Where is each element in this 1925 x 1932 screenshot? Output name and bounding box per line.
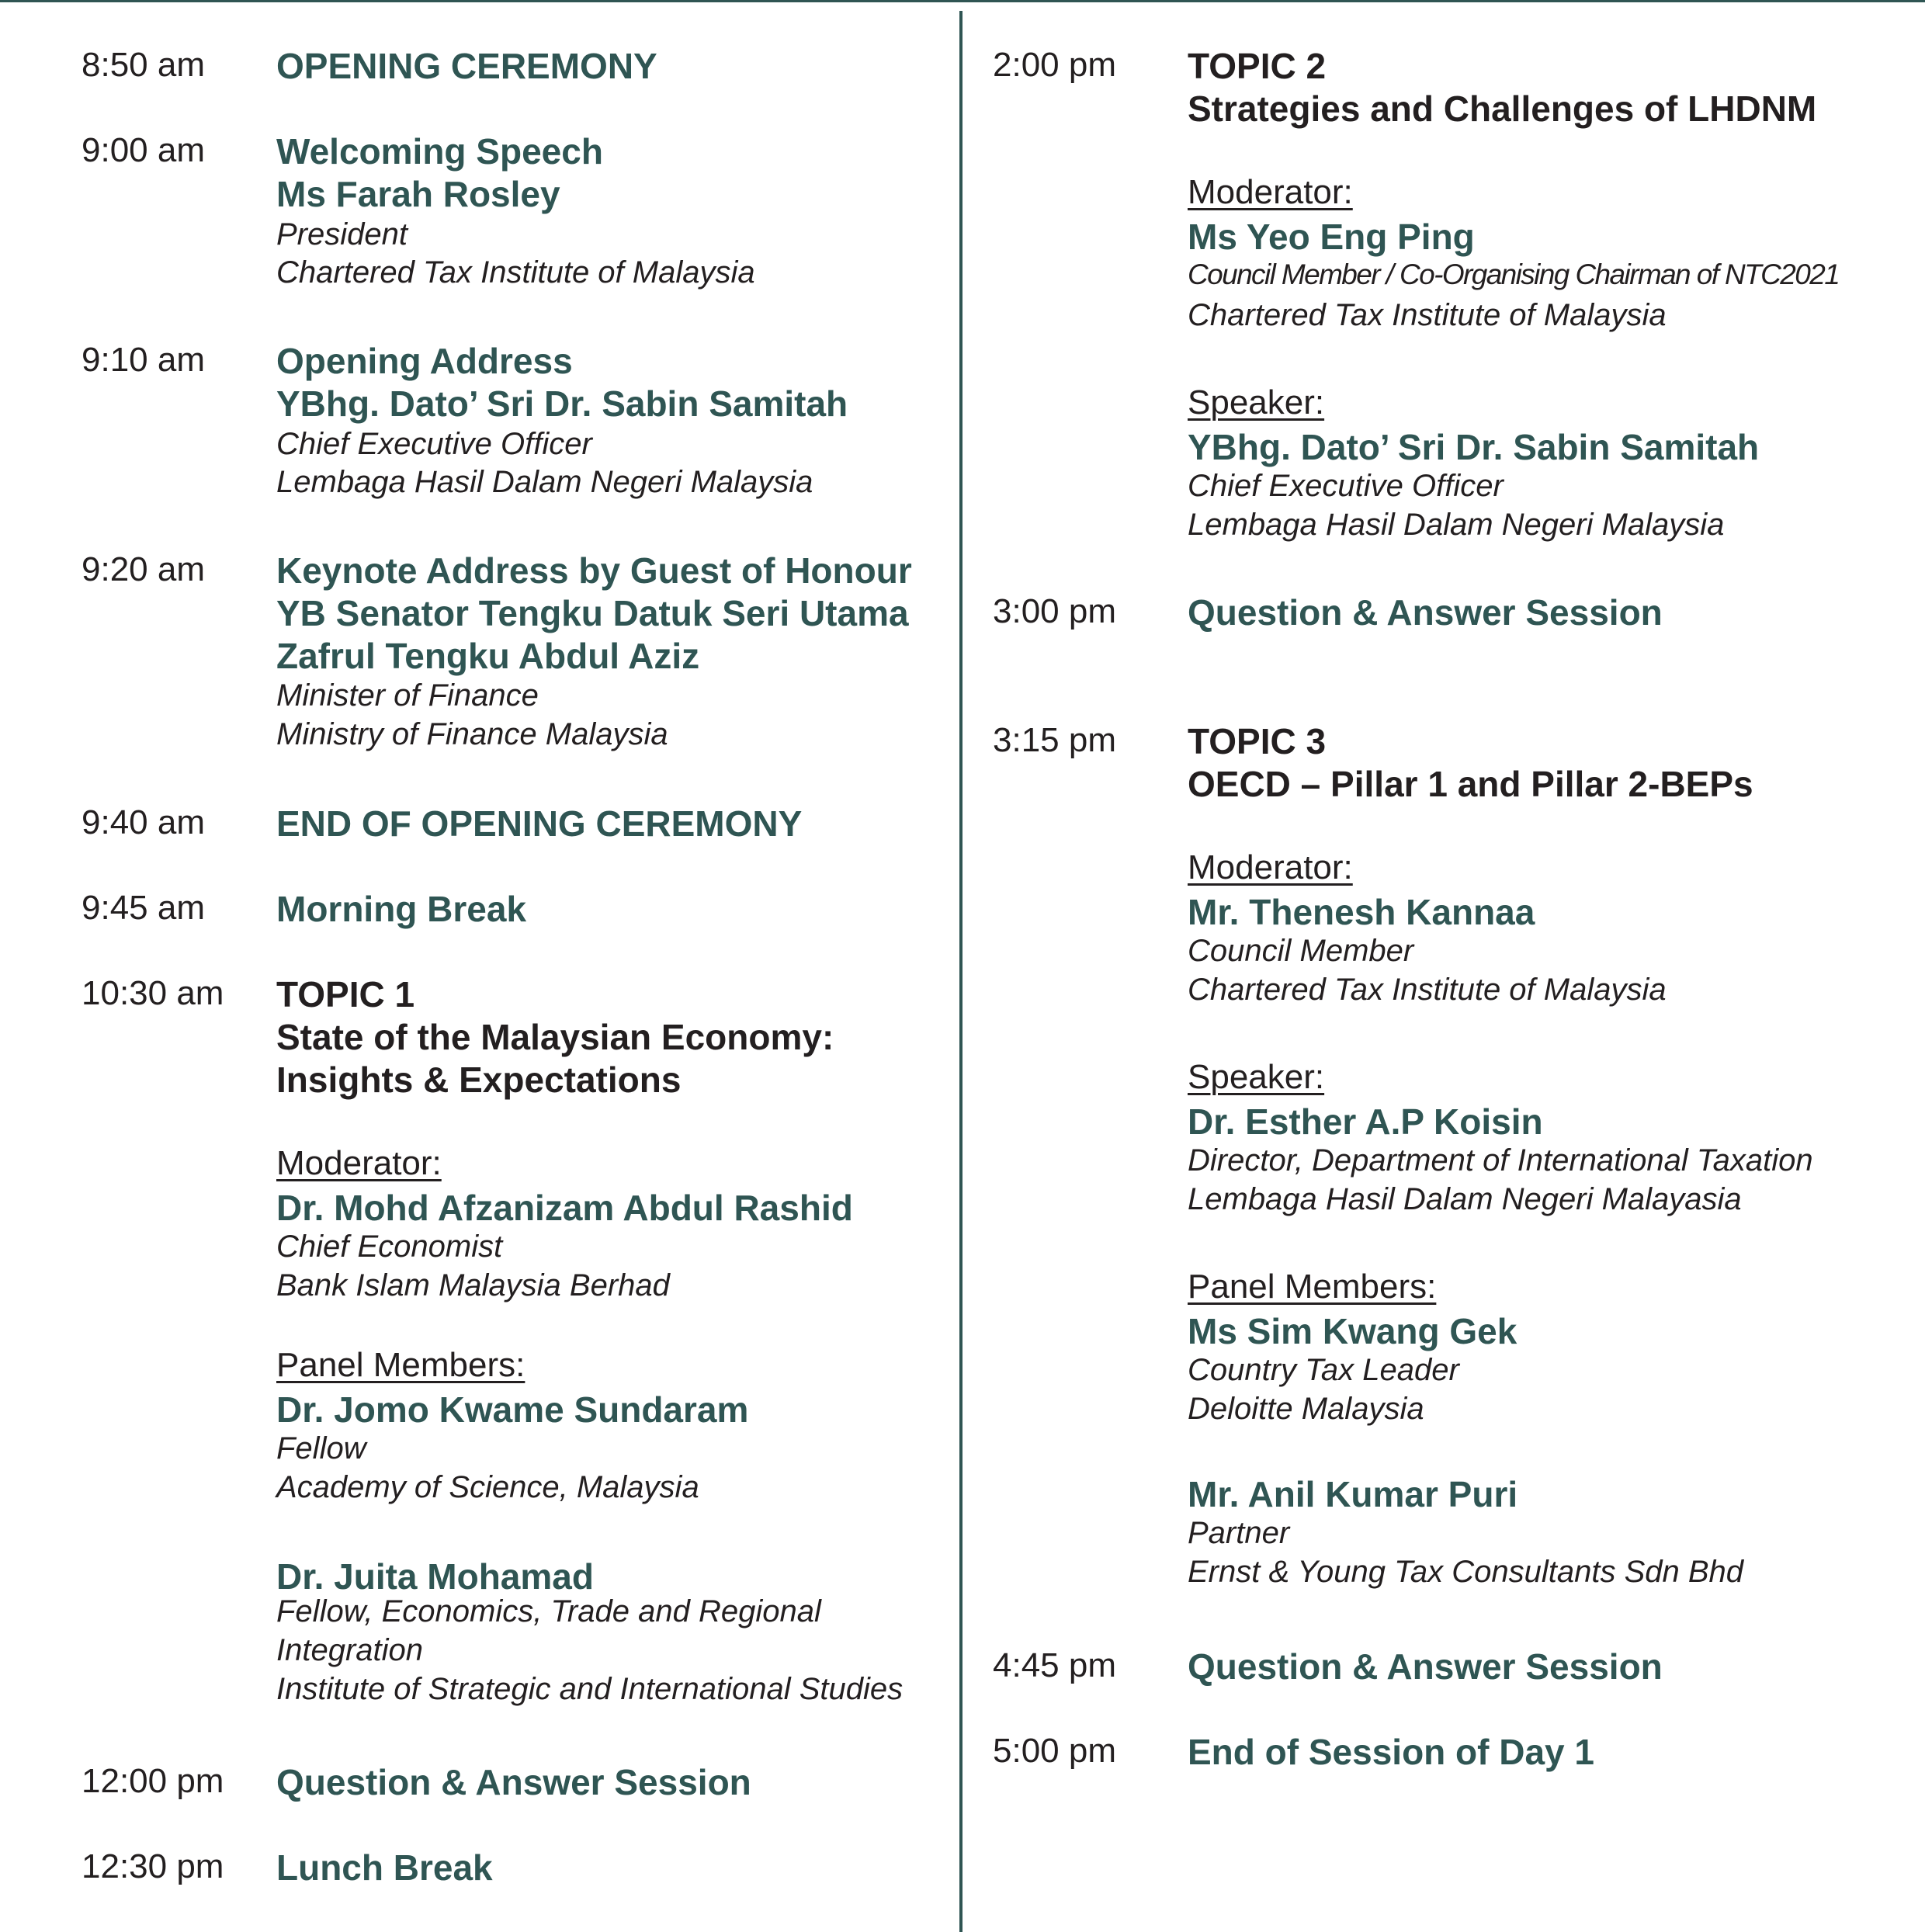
- role-label: Moderator:: [1188, 173, 1353, 211]
- topic-heading: State of the Malaysian Economy:: [276, 1017, 834, 1057]
- agenda-time: 5:00 pm: [993, 1732, 1116, 1770]
- agenda-time: 4:45 pm: [993, 1646, 1116, 1684]
- agenda-time: 3:15 pm: [993, 721, 1116, 759]
- session-title: Ms Farah Rosley: [276, 174, 560, 214]
- topic-heading: Strategies and Challenges of LHDNM: [1188, 88, 1817, 129]
- speaker-detail: Chartered Tax Institute of Malaysia: [1188, 298, 1667, 332]
- role-label: Moderator:: [1188, 848, 1353, 886]
- speaker-detail: Academy of Science, Malaysia: [276, 1470, 699, 1504]
- speaker-detail: Country Tax Leader: [1188, 1353, 1459, 1387]
- session-title: Ms Yeo Eng Ping: [1188, 217, 1475, 257]
- agenda-time: 9:00 am: [82, 131, 205, 169]
- speaker-detail: Lembaga Hasil Dalam Negeri Malaysia: [276, 465, 813, 499]
- session-title: End of Session of Day 1: [1188, 1732, 1594, 1772]
- agenda-time: 10:30 am: [82, 974, 224, 1012]
- agenda-time: 8:50 am: [82, 46, 205, 84]
- agenda-time: 9:20 am: [82, 550, 205, 588]
- speaker-detail: Ministry of Finance Malaysia: [276, 717, 668, 751]
- session-title: Question & Answer Session: [1188, 592, 1663, 633]
- session-title: YB Senator Tengku Datuk Seri Utama: [276, 593, 909, 633]
- session-title: Opening Address: [276, 341, 573, 381]
- column-divider: [959, 11, 962, 1932]
- session-title: Lunch Break: [276, 1847, 493, 1888]
- session-title: OPENING CEREMONY: [276, 46, 657, 86]
- speaker-detail: Council Member / Co-Organising Chairman of NTC2021: [1188, 258, 1840, 290]
- agenda-time: 2:00 pm: [993, 46, 1116, 84]
- speaker-detail: Chartered Tax Institute of Malaysia: [276, 255, 755, 290]
- session-title: Zafrul Tengku Abdul Aziz: [276, 636, 700, 676]
- session-title: Dr. Juita Mohamad: [276, 1556, 594, 1597]
- role-label: Speaker:: [1188, 383, 1325, 421]
- session-title: Dr. Mohd Afzanizam Abdul Rashid: [276, 1188, 853, 1228]
- role-label: Speaker:: [1188, 1058, 1325, 1096]
- speaker-detail: Lembaga Hasil Dalam Negeri Malaysia: [1188, 508, 1725, 542]
- topic-heading: TOPIC 2: [1188, 46, 1327, 86]
- agenda-time: 12:30 pm: [82, 1847, 224, 1885]
- agenda-time: 9:45 am: [82, 889, 205, 927]
- speaker-detail: Council Member: [1188, 934, 1414, 968]
- topic-heading: Insights & Expectations: [276, 1060, 682, 1100]
- speaker-detail: Integration: [276, 1633, 424, 1667]
- speaker-detail: Minister of Finance: [276, 678, 539, 713]
- session-title: Mr. Thenesh Kannaa: [1188, 892, 1535, 932]
- session-title: Welcoming Speech: [276, 131, 603, 172]
- session-title: Dr. Jomo Kwame Sundaram: [276, 1389, 749, 1430]
- speaker-detail: Fellow, Economics, Trade and Regional: [276, 1594, 821, 1628]
- agenda-time: 3:00 pm: [993, 592, 1116, 630]
- session-title: YBhg. Dato’ Sri Dr. Sabin Samitah: [1188, 427, 1760, 467]
- session-title: Question & Answer Session: [276, 1762, 751, 1802]
- top-rule: [0, 0, 1925, 2]
- session-title: Question & Answer Session: [1188, 1646, 1663, 1687]
- speaker-detail: President: [276, 217, 408, 251]
- topic-heading: TOPIC 1: [276, 974, 415, 1015]
- topic-heading: TOPIC 3: [1188, 721, 1327, 761]
- speaker-detail: Director, Department of International Taxation: [1188, 1143, 1813, 1178]
- agenda-time: 12:00 pm: [82, 1762, 224, 1800]
- speaker-detail: Ernst & Young Tax Consultants Sdn Bhd: [1188, 1555, 1744, 1589]
- role-label: Panel Members:: [1188, 1268, 1437, 1306]
- speaker-detail: Chief Executive Officer: [276, 427, 592, 461]
- speaker-detail: Deloitte Malaysia: [1188, 1392, 1424, 1426]
- session-title: Mr. Anil Kumar Puri: [1188, 1474, 1518, 1514]
- speaker-detail: Chartered Tax Institute of Malaysia: [1188, 973, 1667, 1007]
- role-label: Panel Members:: [276, 1346, 525, 1384]
- session-title: YBhg. Dato’ Sri Dr. Sabin Samitah: [276, 383, 848, 424]
- speaker-detail: Bank Islam Malaysia Berhad: [276, 1268, 670, 1302]
- speaker-detail: Chief Executive Officer: [1188, 469, 1504, 503]
- session-title: END OF OPENING CEREMONY: [276, 803, 803, 844]
- speaker-detail: Institute of Strategic and International Studies: [276, 1672, 904, 1706]
- speaker-detail: Lembaga Hasil Dalam Negeri Malayasia: [1188, 1182, 1742, 1216]
- topic-heading: OECD – Pillar 1 and Pillar 2-BEPs: [1188, 764, 1753, 804]
- agenda-time: 9:10 am: [82, 341, 205, 379]
- session-title: Morning Break: [276, 889, 527, 929]
- session-title: Dr. Esther A.P Koisin: [1188, 1101, 1543, 1142]
- agenda-time: 9:40 am: [82, 803, 205, 841]
- speaker-detail: Partner: [1188, 1516, 1290, 1550]
- speaker-detail: Chief Economist: [276, 1230, 503, 1264]
- speaker-detail: Fellow: [276, 1431, 366, 1465]
- session-title: Keynote Address by Guest of Honour: [276, 550, 912, 591]
- role-label: Moderator:: [276, 1144, 442, 1182]
- session-title: Ms Sim Kwang Gek: [1188, 1311, 1517, 1351]
